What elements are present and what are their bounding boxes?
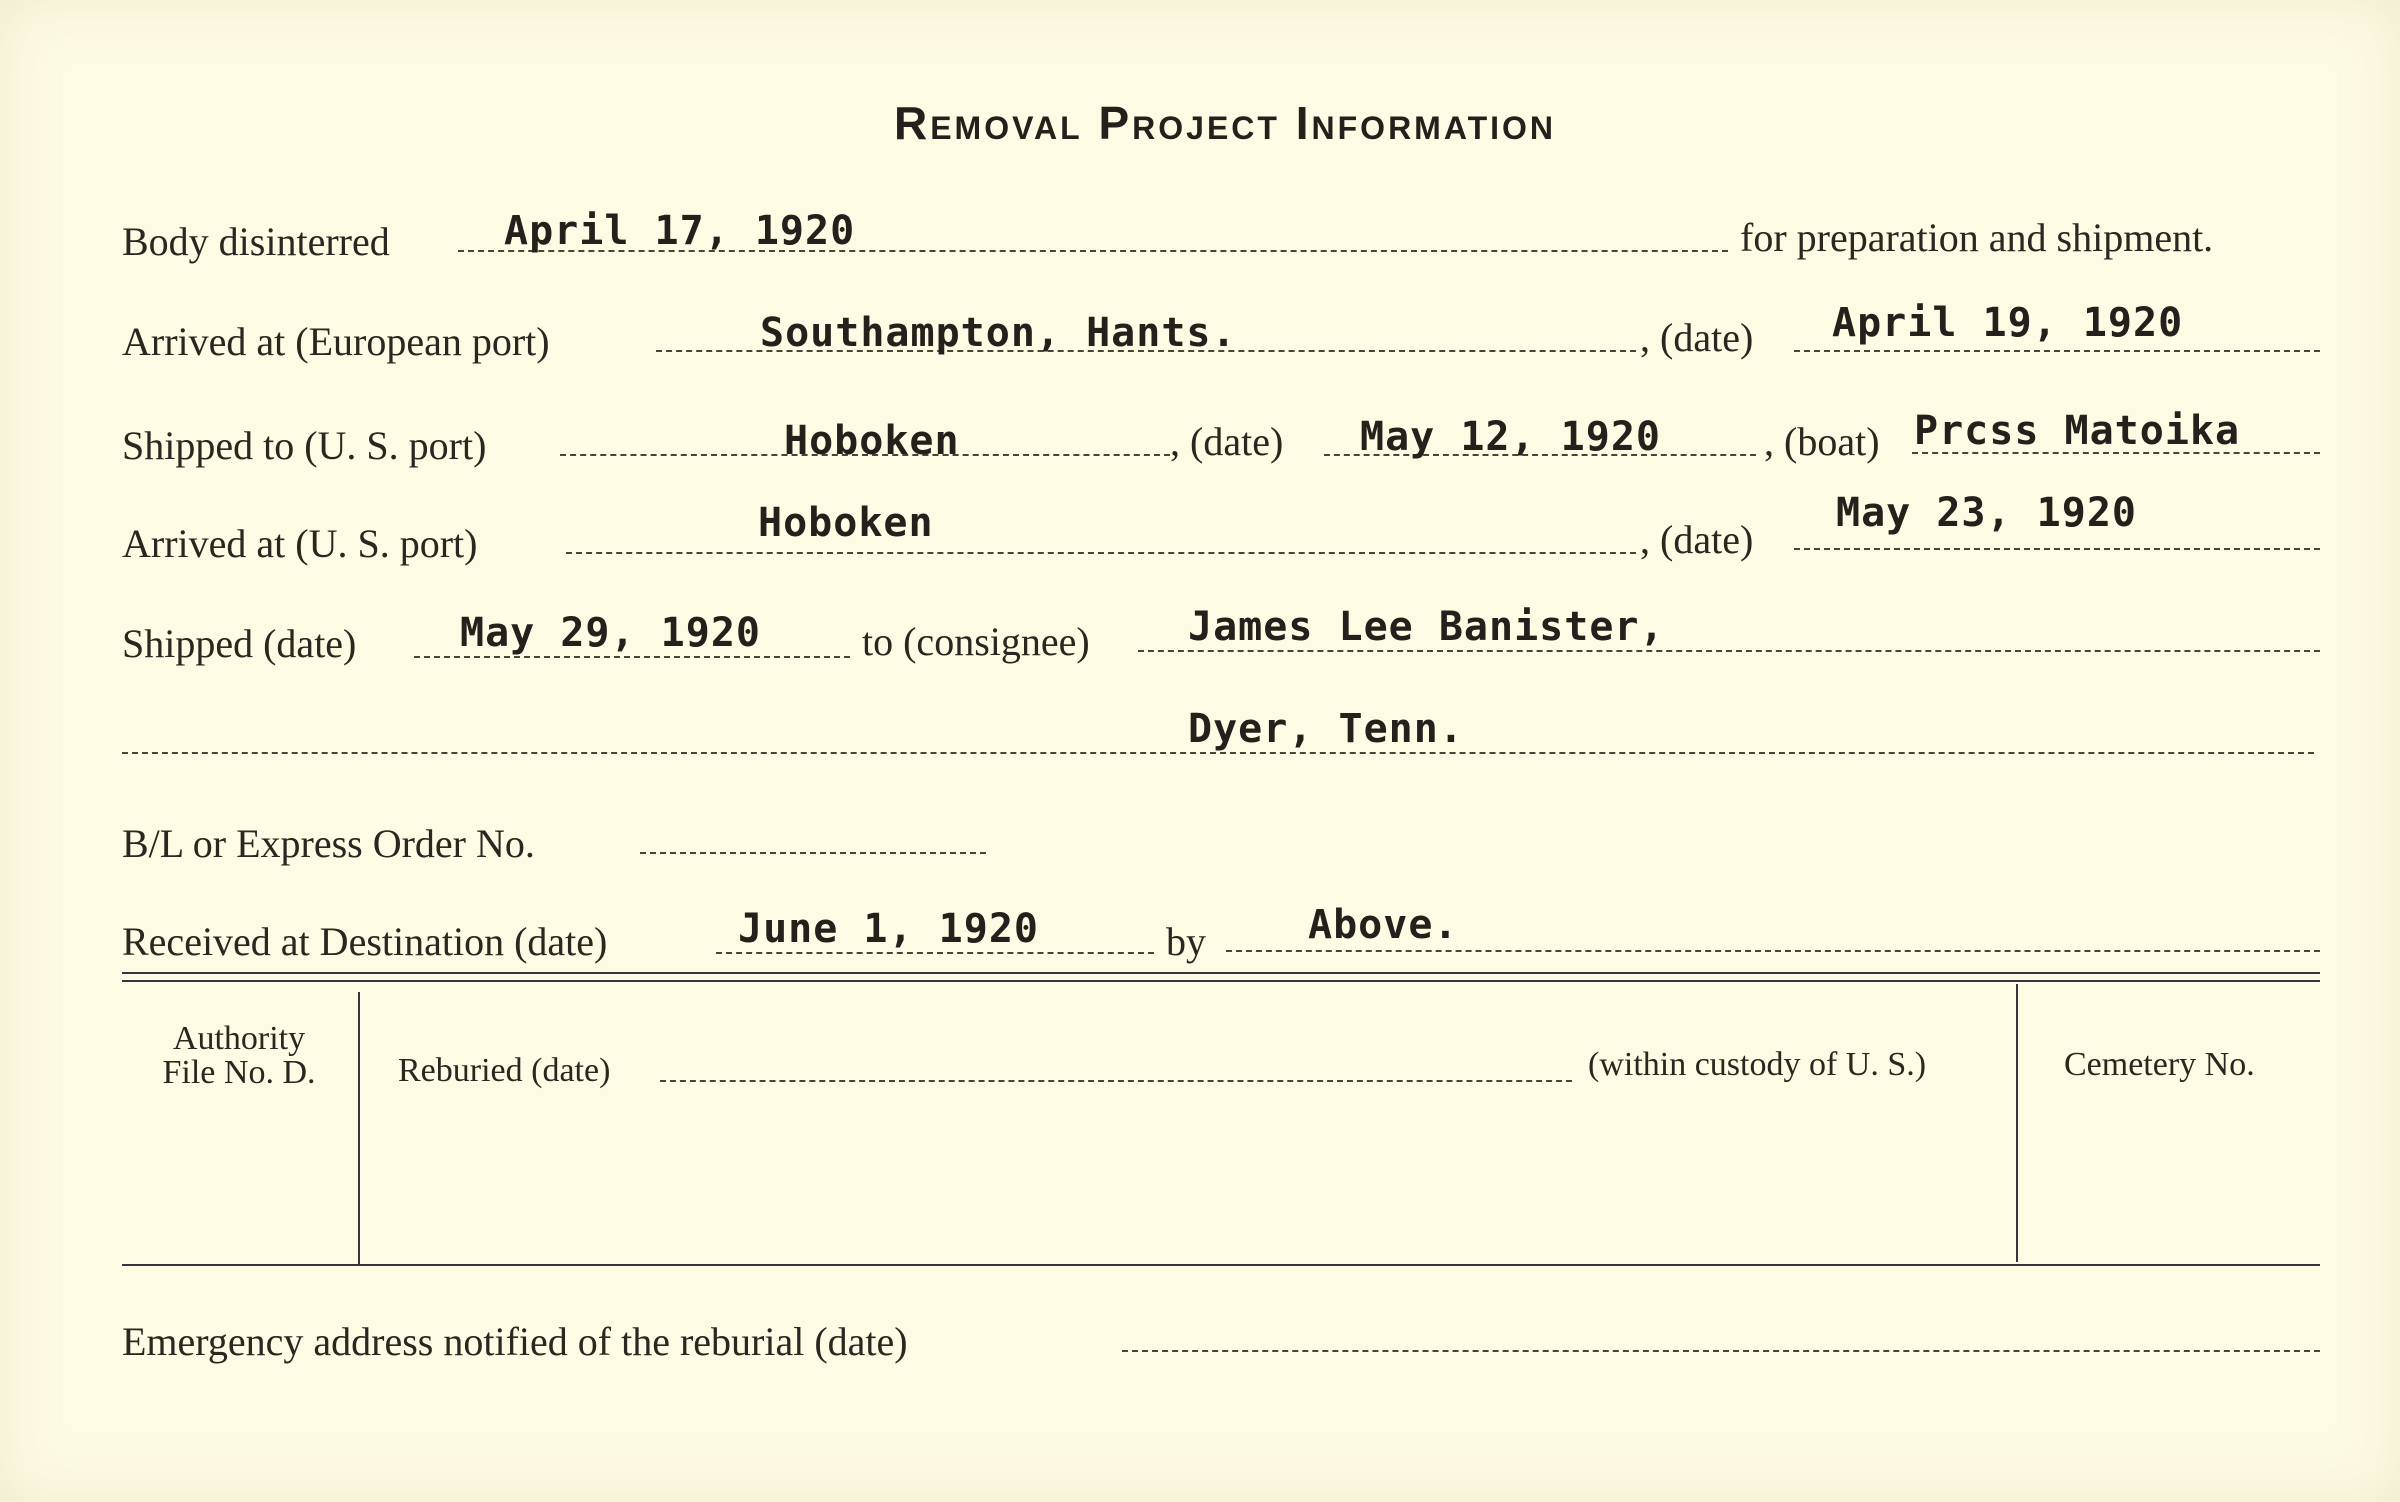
received-by-label: by <box>1166 919 1206 964</box>
boat-label: , (boat) <box>1764 419 1880 464</box>
table-divider-right <box>2016 984 2018 1262</box>
authority-label: Authority <box>172 1020 306 1057</box>
reburied-date-line <box>660 1080 1572 1082</box>
us-port-shipped-date-value: May 12, 1920 <box>1360 414 1661 460</box>
cemetery-no-label: Cemetery No. <box>2064 1046 2255 1083</box>
express-order-line <box>640 852 986 854</box>
shipped-date-line <box>414 656 850 658</box>
european-port-date-label: , (date) <box>1640 315 1754 360</box>
consignee-address-line <box>122 752 2314 754</box>
body-disinterred-label: Body disinterred <box>122 219 390 264</box>
boat-value: Prcss Matoika <box>1914 408 2241 454</box>
reburied-date-label: Reburied (date) <box>398 1052 611 1089</box>
us-port-shipped-label: Shipped to (U. S. port) <box>122 423 487 468</box>
consignee-address-value: Dyer, Tenn. <box>1188 706 1464 752</box>
us-port-arrived-value: Hoboken <box>758 500 934 546</box>
us-port-arrived-date-line <box>1794 548 2320 550</box>
consignee-line <box>1138 650 2320 652</box>
received-destination-label: Received at Destination (date) <box>122 919 608 964</box>
european-port-date-line <box>1794 350 2320 352</box>
us-port-arrived-date-value: May 23, 1920 <box>1836 490 2137 536</box>
express-order-label: B/L or Express Order No. <box>122 821 535 866</box>
file-no-label: File No. D. <box>162 1054 316 1091</box>
body-disinterred-value: April 17, 1920 <box>504 208 856 254</box>
received-destination-value: June 1, 1920 <box>738 906 1039 952</box>
shipped-date-value: May 29, 1920 <box>460 610 761 656</box>
preparation-shipment-text: for preparation and shipment. <box>1740 215 2214 260</box>
table-top-rule <box>122 972 2320 974</box>
received-destination-line <box>716 952 1154 954</box>
table-top-rule-2 <box>122 980 2320 982</box>
custody-label: (within custody of U. S.) <box>1588 1046 1927 1083</box>
received-by-value: Above. <box>1308 902 1459 948</box>
emergency-address-label: Emergency address notified of the reburial (date) <box>122 1319 908 1364</box>
european-port-label: Arrived at (European port) <box>122 319 550 364</box>
consignee-value: James Lee Banister, <box>1188 604 1665 650</box>
us-port-shipped-date-label: , (date) <box>1170 419 1284 464</box>
us-port-arrived-line <box>566 552 1636 554</box>
shipped-date-label: Shipped (date) <box>122 621 357 666</box>
european-port-date-value: April 19, 1920 <box>1832 300 2184 346</box>
page-title: Removal Project Information <box>893 97 1557 149</box>
table-divider-left <box>358 992 360 1264</box>
european-port-value: Southampton, Hants. <box>760 310 1237 356</box>
us-port-arrived-label: Arrived at (U. S. port) <box>122 521 478 566</box>
us-port-arrived-date-label: , (date) <box>1640 517 1754 562</box>
emergency-address-line <box>1122 1350 2320 1352</box>
table-bottom-rule <box>122 1264 2320 1266</box>
consignee-label: to (consignee) <box>862 619 1090 664</box>
received-by-line <box>1226 950 2320 952</box>
us-port-shipped-value: Hoboken <box>784 418 960 464</box>
